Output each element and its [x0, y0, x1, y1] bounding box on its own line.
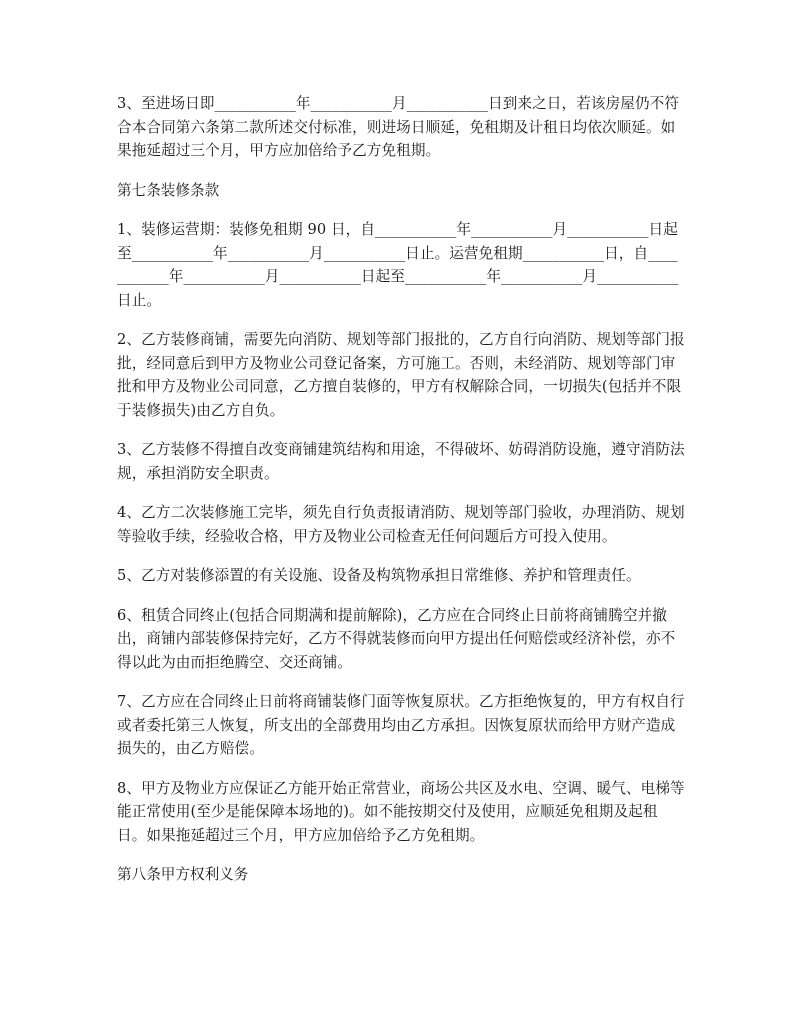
- clause-7-item-1: 1、装修运营期：装修免租期 90 日，自___________年___________月___________日起至___________年___________月___________日止。运营免租期___________日，自___________年___________月___________日起至___________年___________月___________日止。: [117, 221, 679, 309]
- clause-7-item-4: 4、乙方二次装修施工完毕，须先自行负责报请消防、规划等部门验收，办理消防、规划等验收手续，经验收合格，甲方及物业公司检查无任何问题后方可投入使用。: [117, 504, 685, 545]
- section-heading-article-7: 第七条装修条款: [117, 181, 220, 199]
- clause-7-item-6: 6、租赁合同终止(包括合同期满和提前解除)，乙方应在合同终止日前将商铺腾空并撤出，商铺内部装修保持完好，乙方不得就装修而向甲方提出任何赔偿或经济补偿，亦不得以此为由而拒绝腾空、交还商铺。: [117, 606, 676, 671]
- clause-6-item-3: 3、至进场日即___________年___________月___________日到来之日，若该房屋仍不符合本合同第六条第二款所述交付标准，则进场日顺延，免租期及计租日均依次顺延。如果拖延超过三个月，甲方应加倍给予乙方免租期。: [117, 95, 680, 159]
- clause-7-item-7: 7、乙方应在合同终止日前将商铺装修门面等恢复原状。乙方拒绝恢复的，甲方有权自行或者委托第三人恢复，所支出的全部费用均由乙方承担。因恢复原状而给甲方财产造成损失的，由乙方赔偿。: [117, 693, 685, 757]
- clause-7-item-5: 5、乙方对装修添置的有关设施、设备及构筑物承担日常维修、养护和管理责任。: [117, 567, 641, 584]
- section-heading-article-8: 第八条甲方权利义务: [117, 866, 249, 883]
- clause-7-item-8: 8、甲方及物业方应保证乙方能开始正常营业，商场公共区及水电、空调、暖气、电梯等能正常使用(至少是能保障本场地的)。如不能按期交付及使用，应顺延免租期及起租日。如果拖延超过三个月，甲方应加倍给予乙方免租期。: [117, 779, 685, 844]
- clause-7-item-2: 2、乙方装修商铺，需要先向消防、规划等部门报批的，乙方自行向消防、规划等部门报批，经同意后到甲方及物业公司登记备案，方可施工。否则，未经消防、规划等部门审批和甲方及物业公司同意，乙方擅自装修的，甲方有权解除合同，一切损失(包括并不限于装修损失)由乙方自负。: [117, 331, 685, 419]
- clause-7-item-3: 3、乙方装修不得擅自改变商铺建筑结构和用途，不得破坏、妨碍消防设施，遵守消防法规，承担消防安全职责。: [117, 441, 685, 482]
- document-page: [117, 92, 685, 903]
